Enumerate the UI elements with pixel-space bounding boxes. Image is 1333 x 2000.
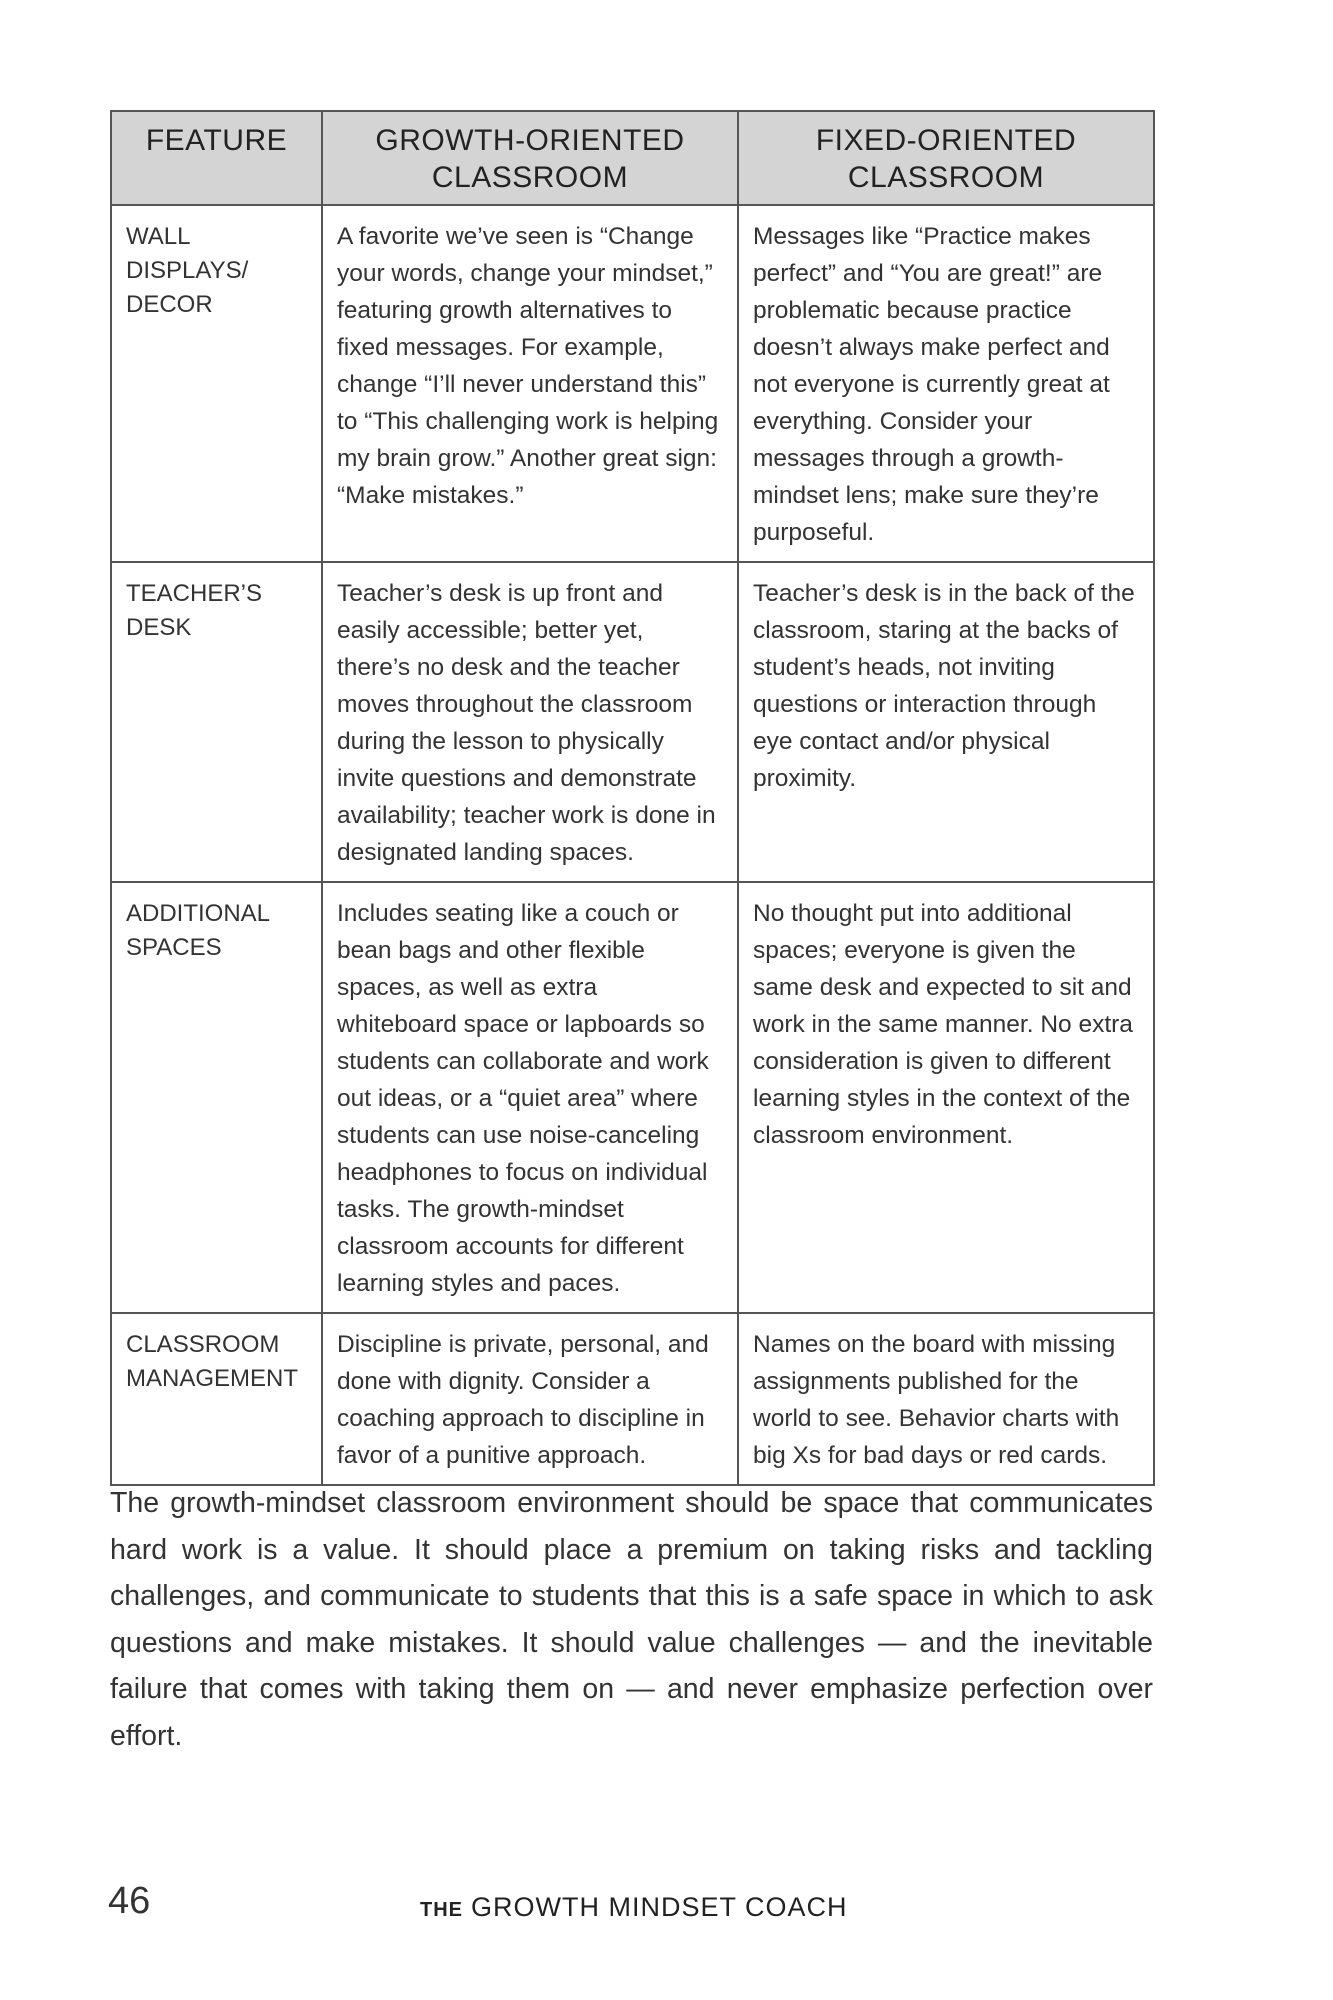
fixed-text: Messages like “Practice makes perfect” and “You are great!” are problematic because practice doesn’t always make perfect and not everyone is currently great at everything. Consider your messages through a growth-mindset lens; make sure they’re purposeful. xyxy=(753,223,1110,546)
table-row xyxy=(111,1313,1154,1485)
fixed-text: Names on the board with missing assignments published for the world to see. Behavior charts with big Xs for bad days or red cards. xyxy=(753,1331,1120,1469)
header-row xyxy=(111,111,1154,205)
feature-line: WALL xyxy=(126,223,191,250)
table-row xyxy=(111,205,1154,562)
feature-cell xyxy=(111,205,322,562)
growth-text: Teacher’s desk is up front and easily accessible; better yet, there’s no desk and the teacher moves throughout the classroom during the lesson to physically invite questions and demonstrate availability; teacher work is done in designated landing spaces. xyxy=(337,580,716,866)
growth-text: Includes seating like a couch or bean bags and other flexible spaces, as well as extra whiteboard space or lapboards so students can collaborate and work out ideas, or a “quiet area” where students can use noise-canceling headphones to focus on individual tasks. The growth-mindset classroom accounts for different learning styles and paces. xyxy=(337,900,709,1297)
body-paragraph: The growth-mindset classroom environment should be space that communicates hard work is a value. It should place a premium on taking risks and tackling challenges, and communicate to students that this is a safe space in which to ask questions and make mistakes. It should value challenges — and the inevitable failure that comes with taking them on — and never emphasize perfection over effort. xyxy=(110,1487,1153,1752)
table-row xyxy=(111,562,1154,882)
fixed-cell xyxy=(738,882,1154,1313)
header-growth-classroom: GROWTH-ORIENTED CLASSROOM xyxy=(322,111,738,205)
feature-line: MANAGEMENT xyxy=(126,1365,299,1392)
table-row xyxy=(111,882,1154,1313)
feature-cell xyxy=(111,882,322,1313)
fixed-text: No thought put into additional spaces; everyone is given the same desk and expected to sit and work in the same manner. No extra consideration is given to different learning styles in the context of the classroom environment. xyxy=(753,900,1133,1149)
growth-text: A favorite we’ve seen is “Change your words, change your mindset,” featuring growth alternatives to fixed messages. For example, change “I’ll never understand this” to “This challenging work is helping my brain grow.” Another great sign: “Make mistakes.” xyxy=(337,223,719,509)
running-footer xyxy=(420,1892,848,1923)
feature-line: DESK xyxy=(126,614,192,641)
header-feature: FEATURE xyxy=(111,111,322,205)
running-footer-prefix: THE xyxy=(420,1899,463,1921)
feature-line: TEACHER’S xyxy=(126,580,263,607)
growth-cell xyxy=(322,205,738,562)
growth-cell xyxy=(322,1313,738,1485)
fixed-text: Teacher’s desk is in the back of the classroom, staring at the backs of student’s heads, not inviting questions or interaction through eye contact and/or physical proximity. xyxy=(753,580,1135,792)
fixed-cell xyxy=(738,1313,1154,1485)
feature-line: ADDITIONAL xyxy=(126,900,271,927)
running-footer-title: GROWTH MINDSET COACH xyxy=(471,1892,848,1922)
page-number: 46 xyxy=(108,1880,151,1922)
growth-cell xyxy=(322,882,738,1313)
feature-cell xyxy=(111,562,322,882)
feature-line: DECOR xyxy=(126,291,213,318)
header-fixed-classroom: FIXED-ORIENTED CLASSROOM xyxy=(738,111,1154,205)
table-body xyxy=(111,205,1154,1485)
feature-line: CLASSROOM xyxy=(126,1331,280,1358)
growth-text: Discipline is private, personal, and done with dignity. Consider a coaching approach to discipline in favor of a punitive approach. xyxy=(337,1331,709,1469)
comparison-table xyxy=(110,110,1155,1486)
table-header xyxy=(111,111,1154,205)
fixed-cell xyxy=(738,205,1154,562)
growth-cell xyxy=(322,562,738,882)
feature-line: DISPLAYS/ xyxy=(126,257,249,284)
feature-cell xyxy=(111,1313,322,1485)
feature-line: SPACES xyxy=(126,934,222,961)
fixed-cell xyxy=(738,562,1154,882)
